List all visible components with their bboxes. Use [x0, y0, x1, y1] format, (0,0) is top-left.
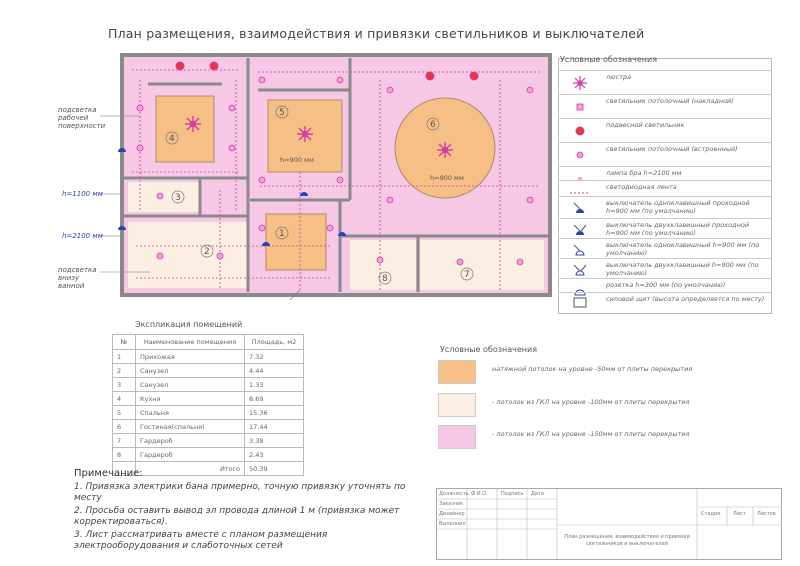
- table-row: [113, 392, 304, 406]
- table-cell: 2: [113, 364, 136, 378]
- table-cell: 3: [113, 378, 136, 392]
- annotation-bath-light: подсветка внизу ванной: [58, 266, 97, 290]
- table-cell: Гостиная(спальня): [136, 420, 245, 434]
- page-title: План размещения, взаимодействия и привязки светильников и выключателей: [108, 26, 645, 41]
- stamp-right-label: Листов: [757, 511, 776, 517]
- stamp-sheet-title: План размещения, взаимодействия и привязки светильников и выключателей: [564, 534, 690, 547]
- table-header-row: [113, 335, 304, 350]
- table-cell: 15.36: [245, 406, 304, 420]
- room-4-ceiling: [156, 96, 214, 162]
- legend-label: светильник потолочный (накладной): [606, 97, 734, 105]
- chandelier-icon: [568, 75, 592, 91]
- chandelier-icon: [185, 116, 201, 132]
- table-cell: 2.43: [245, 448, 304, 462]
- table-cell: Прихожая: [136, 350, 245, 364]
- title-block: [436, 488, 782, 560]
- note-item: 1. Привязка электрики бана примерно, точную привязку уточнять по месту: [74, 482, 406, 503]
- room-number: 7: [464, 270, 470, 280]
- table-cell: 6: [113, 420, 136, 434]
- col-header-name: Наименование помещения: [136, 335, 245, 350]
- ceiling-legend-row: [432, 357, 752, 387]
- table-cell: 4: [113, 392, 136, 406]
- col-header-number: №: [113, 335, 136, 350]
- panel-icon: [568, 295, 592, 311]
- legend-row: [558, 118, 771, 143]
- height-label: h=900 мм: [430, 174, 464, 182]
- annotation-work-light: подсветка рабочей поверхности: [58, 106, 106, 130]
- table-row: [113, 420, 304, 434]
- legend-row: [558, 142, 771, 167]
- table-cell: 5: [113, 406, 136, 420]
- annotation-h2100: h=2100 мм: [62, 232, 103, 240]
- total-value: 50.39: [245, 462, 304, 476]
- room-number: 4: [169, 134, 175, 144]
- table-row: [113, 364, 304, 378]
- legend-label: люстра: [606, 73, 632, 81]
- table-cell: 7: [113, 434, 136, 448]
- stamp-col-label: Должность: [439, 491, 469, 497]
- table-cell: 8: [113, 448, 136, 462]
- title-block-grid: [437, 489, 781, 559]
- ceiling-legend-label: - потолок из ГКЛ на уровне -100мм от плиты перекрытия: [492, 398, 690, 406]
- table-cell: 7.32: [245, 350, 304, 364]
- table-row: [113, 448, 304, 462]
- stamp-col-label: Ф.И.О.: [471, 491, 488, 497]
- legend-label: выключатель двухклавишный проходной h=900 мм (по умолчанию): [606, 221, 750, 237]
- table-cell: 1: [113, 350, 136, 364]
- switch-icon: [568, 201, 592, 217]
- table-cell: 3.38: [245, 434, 304, 448]
- legend-label: лампа бра h=2100 мм: [606, 169, 682, 177]
- legend-label: светильник потолочный (встроенный): [606, 145, 738, 153]
- room-1-ceiling: [266, 214, 326, 270]
- ceiling-light-icon: [568, 99, 592, 115]
- table-row: [113, 434, 304, 448]
- legend-row: [558, 94, 771, 119]
- total-label: Итого: [136, 462, 245, 476]
- table-cell: Санузел: [136, 364, 245, 378]
- pendant-light-icon: [568, 123, 592, 139]
- table-cell: Гардероб: [136, 434, 245, 448]
- note-item: 3. Лист рассматривать вместе с планом размещения электрооборудования и слаботочных сетей: [74, 530, 328, 551]
- color-swatch: [438, 393, 476, 417]
- table-row: [113, 378, 304, 392]
- stamp-row-label: Выполнил: [439, 521, 466, 527]
- stamp-col-label: Дата: [531, 491, 544, 497]
- explication-table: [112, 334, 304, 476]
- stamp-row-label: Заказчик: [439, 501, 464, 507]
- stamp-right-label: Стадия: [701, 511, 721, 517]
- legend-label: выключатель одноклавишный проходной h=900 мм (по умолчанию): [606, 199, 750, 215]
- note-item: 2. Просьба оставить вывод эл провода длиной 1 м (привязка может корректироваться).: [74, 506, 400, 527]
- switch-icon: [568, 223, 592, 239]
- room-number: 1: [279, 229, 285, 239]
- stamp-right-label: Лист: [733, 511, 746, 517]
- annotation-h1100: h=1100 мм: [62, 190, 103, 198]
- room-7-zone: [420, 240, 544, 290]
- legend-label: силовой щит (высота определяется по месту): [606, 295, 765, 303]
- switch-icon: [568, 263, 592, 279]
- color-swatch: [438, 360, 476, 384]
- ceiling-legend-title: Условные обозначения: [440, 345, 538, 354]
- chandelier-icon: [437, 142, 453, 158]
- chandelier-icon: [297, 126, 313, 142]
- legend-label: светодиодная лента: [606, 183, 677, 191]
- ceiling-legend-row: [432, 422, 752, 452]
- table-cell: 4.44: [245, 364, 304, 378]
- ceiling-legend-label: - потолок из ГКЛ на уровне -150мм от плиты перекрытия: [492, 430, 690, 438]
- explication-title: Экспликация помещений: [135, 320, 243, 329]
- table-cell: Спальня: [136, 406, 245, 420]
- table-cell: 8.69: [245, 392, 304, 406]
- notes-title: Примечание:: [74, 468, 143, 479]
- table-row: [113, 406, 304, 420]
- legend-label: розетка h=300 мм (по умолчанию): [606, 281, 726, 289]
- stamp-row-label: Дизайнер: [439, 511, 465, 517]
- room-number: 3: [175, 193, 181, 203]
- recessed-light-icon: [568, 147, 592, 163]
- table-row: [113, 350, 304, 364]
- height-label: h=900 мм: [280, 156, 314, 164]
- table-cell: Гардероб: [136, 448, 245, 462]
- table-cell: Санузел: [136, 378, 245, 392]
- legend-label: выключатель одноклавишный h=900 мм (по умолчанию): [606, 241, 760, 257]
- room-number: 5: [279, 108, 285, 118]
- stamp-col-label: Подпись: [501, 491, 524, 497]
- room-number: 6: [430, 120, 436, 130]
- switch-icon: [568, 243, 592, 259]
- table-cell: Кухня: [136, 392, 245, 406]
- color-swatch: [438, 425, 476, 449]
- legend-title: Условные обозначения: [560, 55, 658, 64]
- ceiling-legend-label: натяжной потолок на уровне -50мм от плиты перекрытия: [492, 365, 693, 373]
- ceiling-legend-row: [432, 390, 752, 420]
- legend-label: подвесной светильник: [606, 121, 685, 129]
- room-number: 8: [382, 274, 388, 284]
- col-header-area: Площадь, м2: [245, 335, 304, 350]
- table-cell: 17.44: [245, 420, 304, 434]
- table-cell: 1.33: [245, 378, 304, 392]
- legend-row: [558, 70, 771, 95]
- room-number: 2: [204, 247, 210, 257]
- room-3-zone: [128, 182, 200, 212]
- legend-label: выключатель двухклавишный h=900 мм (по умолчанию): [606, 261, 759, 277]
- legend-row: [558, 292, 771, 313]
